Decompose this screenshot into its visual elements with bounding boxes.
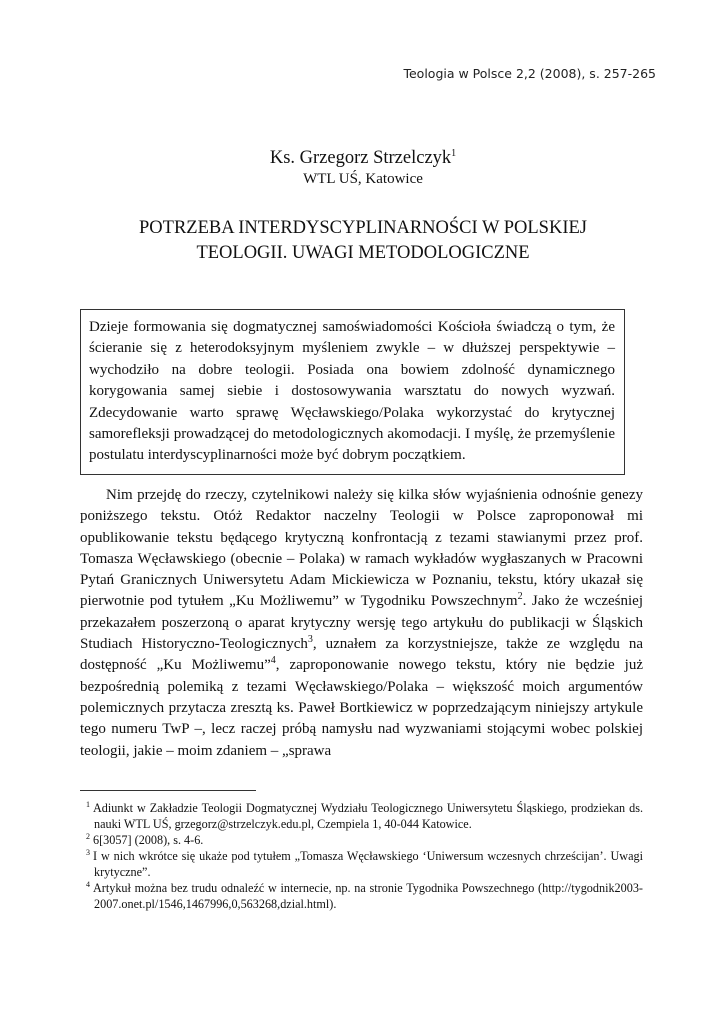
- footnote-ref-3[interactable]: 3: [307, 634, 313, 646]
- body-segment-3: , uznałem za korzystniejsze, także ze względu na dostępność „Ku Możliwemu”: [80, 636, 643, 674]
- footnote-ref-2[interactable]: 2: [517, 591, 523, 603]
- footnote-text: 6[3057] (2008), s. 4-6.: [93, 833, 204, 847]
- author-footnote-mark[interactable]: 1: [451, 147, 457, 159]
- author-name: Ks. Grzegorz Strzelczyk: [269, 148, 452, 168]
- footnote-3: [80, 848, 643, 880]
- running-header: Teologia w Polsce 2,2 (2008), s. 257-265: [403, 66, 656, 81]
- footnote-text: Artykuł można bez trudu odnaleźć w internecie, np. na stronie Tygodnika Powszechnego (http://tygodnik2003-2007.onet.pl/1546,1467996,0,563268,dzial.html).: [93, 881, 643, 911]
- article-title: [60, 216, 666, 266]
- author-name-line: [0, 147, 726, 169]
- body-segment-4: , zaproponowanie nowego tekstu, który nie będzie już bezpośrednią polemiką z tezami Węcławskiego/Polaka – większość moich argumentów polemicznych przytacza zresztą ks. Paweł Bortkiewicz w poprzedzającym niniejszy artykule tego numeru TwP –, lecz raczej próbą namysłu nad wyzwaniami stojącymi wobec polskiej teologii, jakie – moim zdaniem – „sprawa: [80, 657, 643, 759]
- footnote-number: 4: [86, 879, 90, 889]
- footnote-ref-4[interactable]: 4: [270, 655, 276, 667]
- footnote-divider: [80, 790, 256, 791]
- footnote-number: 2: [86, 831, 90, 841]
- footnote-number: 3: [86, 847, 90, 857]
- title-line-2: TEOLOGII. UWAGI METODOLOGICZNE: [196, 243, 530, 263]
- body-segment-1: Nim przejdę do rzeczy, czytelnikowi należy się kilka słów wyjaśnienia odnośnie genezy poniższego tekstu. Otóż Redaktor naczelny Teologii w Polsce zaproponował mi opublikowanie tekstu będącego krytyczną konfrontacją z tezami stawianymi przez prof. Tomasza Węcławskiego (obecnie – Polaka) w ramach wykładów wygłaszanych w Pracowni Pytań Granicznych Uniwersytetu Adam Mickiewicza w Poznaniu, tekstu, który ukazał się pierwotnie pod tytułem „Ku Możliwemu” w Tygodniku Powszechnym: [80, 487, 643, 610]
- title-line-1: POTRZEBA INTERDYSCYPLINARNOŚCI W POLSKIEJ: [139, 218, 587, 238]
- abstract-box: [80, 309, 625, 475]
- abstract-text: Dzieje formowania się dogmatycznej samoświadomości Kościoła świadczą o tym, że ścieranie się z heterodoksyjnym myśleniem zwykle – w dłuższej perspektywie – wychodziło na dobre teologii. Posiada ona bowiem zdolność dynamicznego korygowania samej siebie i dostosowywania warsztatu do nowych wyzwań. Zdecydowanie warto sprawę Węcławskiego/Polaka wykorzystać do krytycznej samorefleksji prowadzącej do metodologicznych akomodacji. I myślę, że przemyślenie postulatu interdyscyplinarności może być dobrym początkiem.: [89, 319, 615, 464]
- author-block: [0, 147, 726, 189]
- footnote-4: [80, 880, 643, 912]
- footnote-1: [80, 800, 643, 832]
- body-paragraph: [80, 485, 643, 762]
- body-segment-2: . Jako że wcześniej przekazałem poszerzoną o aparat krytyczny wersję tego artykułu do publikacji w Śląskich Studiach Historyczno-Teologicznych: [80, 593, 643, 653]
- footnote-2: [80, 832, 643, 848]
- footnote-text: Adiunkt w Zakładzie Teologii Dogmatycznej Wydziału Teologicznego Uniwersytetu Śląskiego, prodziekan ds. nauki WTL UŚ, grzegorz@strzelczyk.edu.pl, Czempiela 1, 40-044 Katowice.: [93, 801, 643, 831]
- footnote-number: 1: [86, 799, 90, 809]
- footnotes: [80, 800, 643, 912]
- author-affiliation: WTL UŚ, Katowice: [303, 171, 423, 187]
- footnote-text: I w nich wkrótce się ukaże pod tytułem „Tomasza Węcławskiego ‘Uniwersum wczesnych chrześcijan’. Uwagi krytyczne”.: [93, 849, 643, 879]
